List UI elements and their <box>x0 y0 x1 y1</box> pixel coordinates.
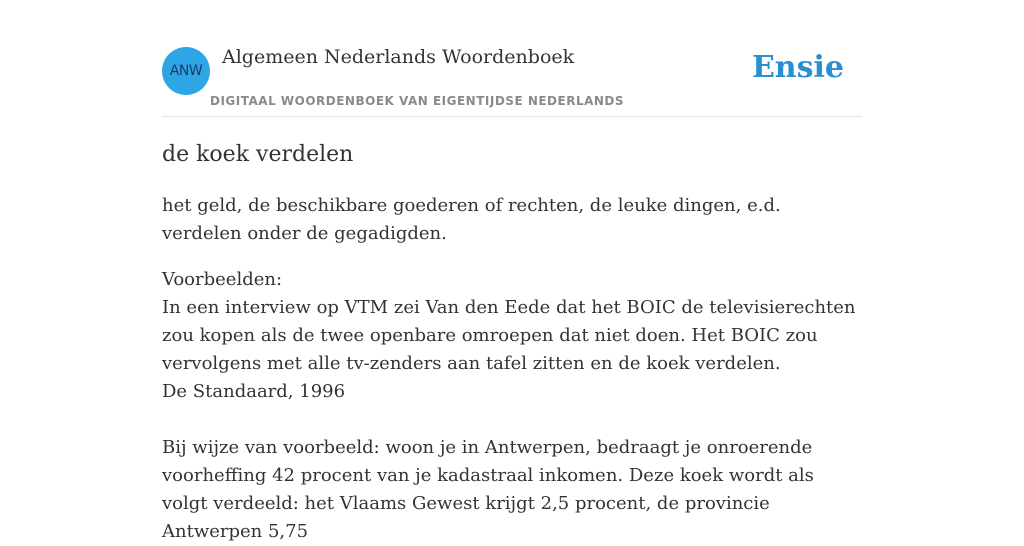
site-header <box>162 0 862 117</box>
entry-term: de koek verdelen <box>162 142 354 167</box>
example-text: Bij wijze van voorbeeld: woon je in Antwerpen, bedraagt je onroerende voorheffing 42 procent van je kadastraal inkomen. Deze koek wordt als volgt verdeeld: het Vlaams Gewest krijgt 2,5 procent, de provincie Antwerpen 5,75 <box>162 437 814 542</box>
entry-content <box>162 138 862 546</box>
example-spacer <box>162 406 862 434</box>
entry-definition: het geld, de beschikbare goederen of rechten, de leuke dingen, e.d. verdelen onder de gegadigden. <box>162 195 781 244</box>
examples-label: Voorbeelden: <box>162 269 283 290</box>
examples-section <box>162 266 862 546</box>
dictionary-title[interactable]: Algemeen Nederlands Woordenboek <box>222 46 575 68</box>
example-source: De Standaard, 1996 <box>162 381 346 402</box>
logo-text: ANW <box>169 63 203 79</box>
ensie-logo[interactable]: Ensie <box>751 50 844 85</box>
dictionary-subtitle: DIGITAAL WOORDENBOEK VAN EIGENTIJDSE NEDERLANDS <box>210 94 625 108</box>
example-text: In een interview op VTM zei Van den Eede dat het BOIC de televisierechten zou kopen als de twee openbare omroepen dat niet doen. Het BOIC zou vervolgens met alle tv-zenders aan tafel zitten en de koek verdelen. <box>162 297 856 374</box>
anw-logo[interactable] <box>162 47 210 95</box>
